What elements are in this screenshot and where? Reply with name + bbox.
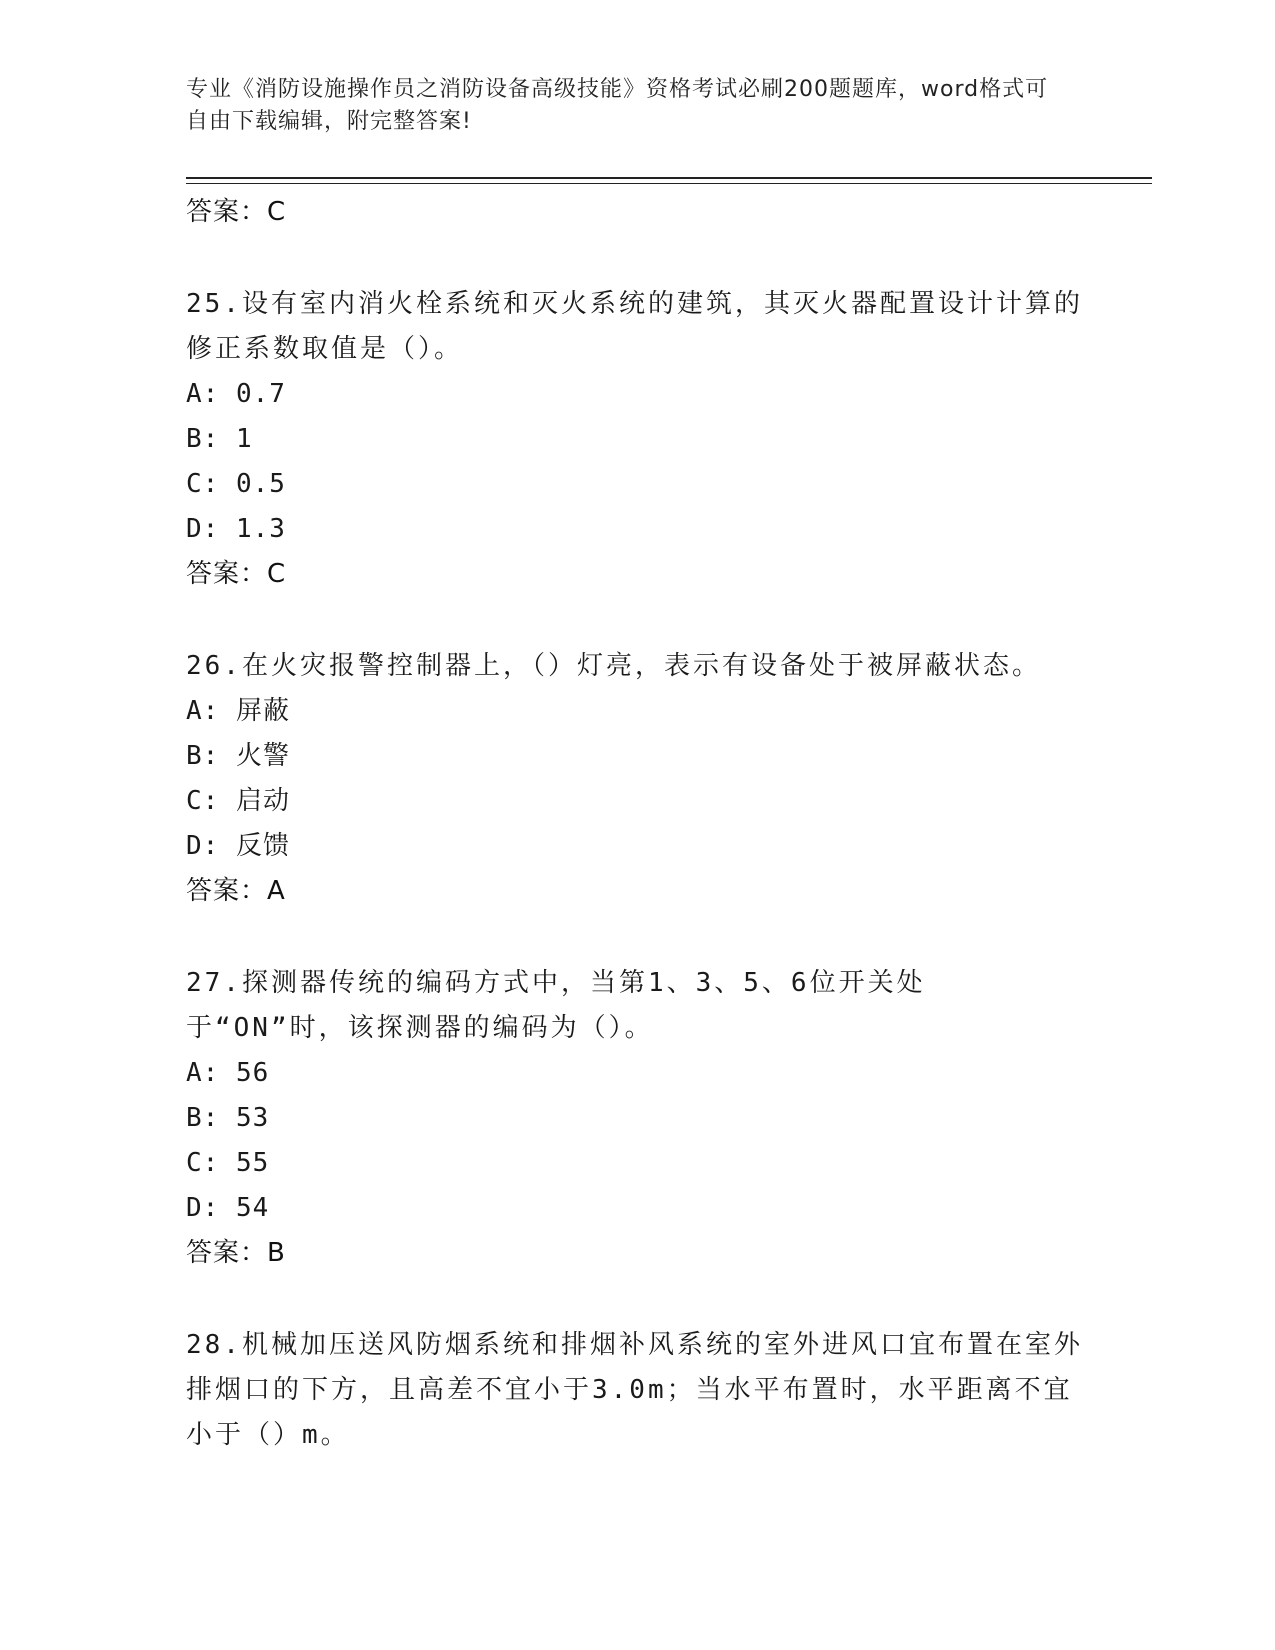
answer-line (186, 552, 1086, 597)
header-rule-thin (186, 183, 1152, 184)
question-stem: 25.设有室内消火栓系统和灭火系统的建筑，其灭火器配置设计计算的修正系数取值是（）。 (186, 289, 1083, 364)
answer-label: 答案： (186, 876, 268, 906)
option-d: D: 54 (186, 1193, 270, 1223)
option-d: D: 反馈 (186, 831, 290, 861)
question-stem: 26.在火灾报警控制器上，（）灯亮，表示有设备处于被屏蔽状态。 (186, 651, 1041, 681)
answer-value: C (267, 197, 287, 227)
option-b: B: 53 (186, 1103, 270, 1133)
option-c: C: 55 (186, 1148, 270, 1178)
question-25 (186, 282, 1086, 597)
question-26 (186, 644, 1086, 914)
option-b: B: 1 (186, 424, 253, 454)
option-c: C: 启动 (186, 786, 290, 816)
option-d: D: 1.3 (186, 514, 286, 544)
question-28 (186, 1323, 1086, 1458)
answer-line (186, 190, 1086, 235)
option-c: C: 0.5 (186, 469, 286, 499)
document-header: 专业《消防设施操作员之消防设备高级技能》资格考试必刷200题题库，word格式可自由下载编辑，附完整答案! (186, 77, 1049, 134)
option-b: B: 火警 (186, 741, 290, 771)
question-stem: 27.探测器传统的编码方式中，当第1、3、5、6位开关处于“ON”时，该探测器的编码为（）。 (186, 968, 926, 1043)
option-a: A: 56 (186, 1058, 270, 1088)
answer-label: 答案： (186, 197, 268, 227)
header-rule-thick (186, 177, 1152, 179)
answer-value: C (267, 559, 287, 589)
question-stem: 28.机械加压送风防烟系统和排烟补风系统的室外进风口宜布置在室外排烟口的下方，且高差不宜小于3.0m；当水平布置时，水平距离不宜小于（）m。 (186, 1330, 1083, 1450)
option-a: A: 屏蔽 (186, 696, 290, 726)
answer-value: A (267, 876, 286, 906)
answer-line (186, 1231, 1086, 1276)
option-a: A: 0.7 (186, 379, 286, 409)
document-body (186, 190, 1086, 1458)
answer-label: 答案： (186, 559, 268, 589)
answer-value: B (267, 1238, 286, 1268)
answer-label: 答案： (186, 1238, 268, 1268)
answer-line (186, 869, 1086, 914)
question-27 (186, 961, 1086, 1276)
